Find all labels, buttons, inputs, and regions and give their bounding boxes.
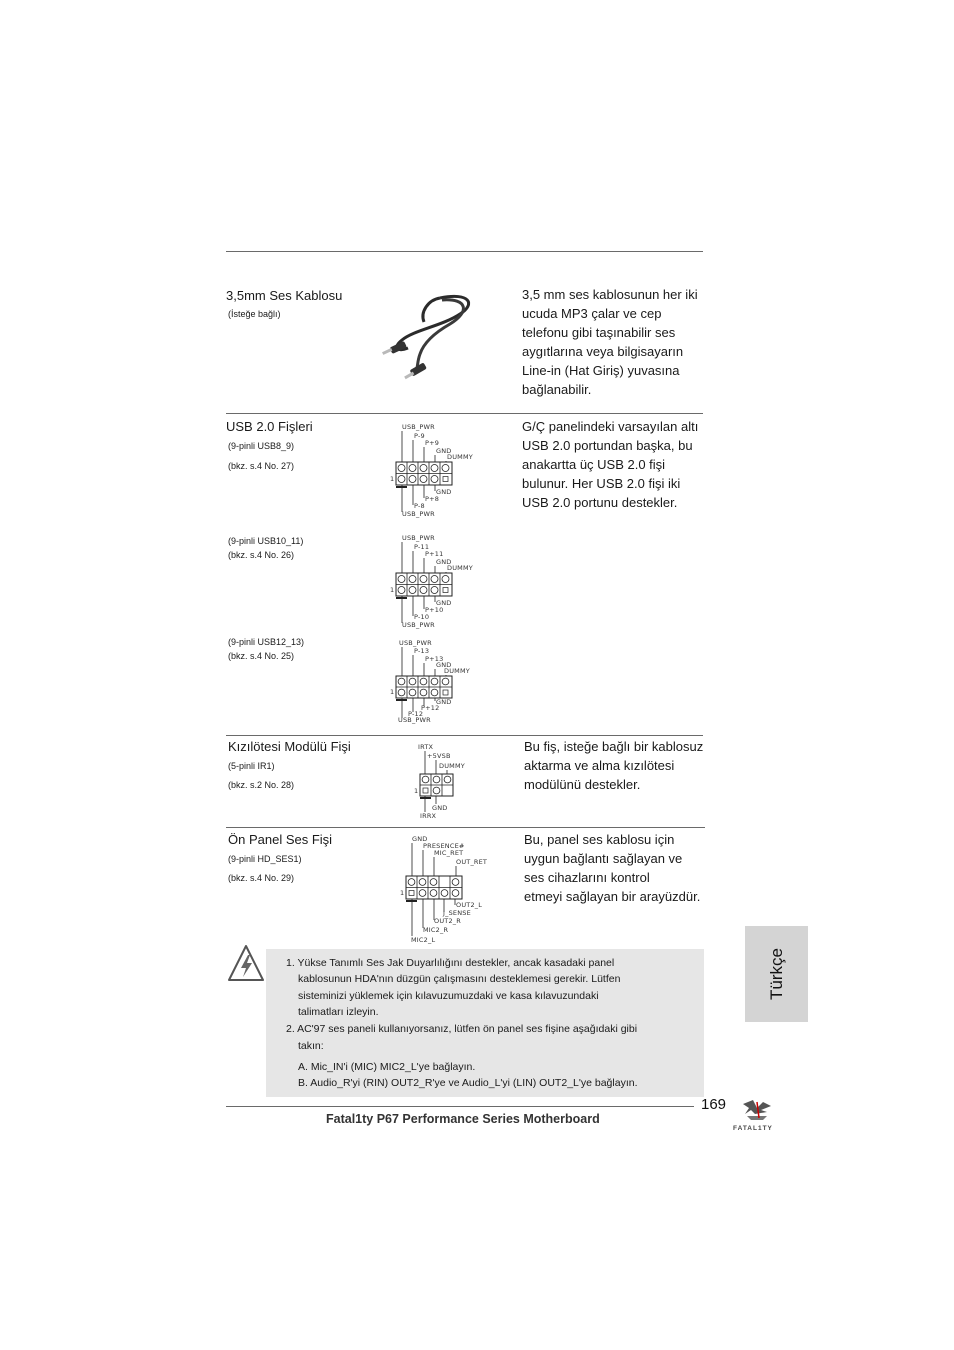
usb-header-diagram-2 [388, 531, 488, 631]
pin-label: USB_PWR [402, 621, 435, 629]
pin-label: P-12 [408, 710, 424, 718]
pin-label: OUT_RET [456, 858, 488, 866]
pin-label: MIC_RET [434, 849, 464, 857]
audio-panel-desc-2: uygun bağlantı sağlayan ve [524, 851, 683, 866]
audio-cable-image [380, 290, 480, 382]
audio-cable-desc-5: Line-in (Hat Giriş) yuvasına [522, 363, 680, 378]
usb-header1-pins: (9-pinli USB8_9) [228, 441, 295, 451]
note-line: talimatları izleyin. [298, 1006, 379, 1018]
language-tab-label: Türkçe [766, 948, 786, 1000]
pin-label: DUMMY [447, 564, 473, 572]
usb-title: USB 2.0 Fişleri [226, 419, 313, 434]
ir-pins: (5-pinli IR1) [228, 761, 275, 771]
usb-desc-2: USB 2.0 portundan başka, bu [522, 438, 693, 453]
top-rule [226, 251, 703, 252]
ir-desc-2: aktarma ve alma kızılötesi [524, 758, 675, 773]
warning-icon [226, 942, 266, 986]
note-line: B. Audio_R'yi (RIN) OUT2_R'ye ve Audio_L'yi (LIN) OUT2_L'ye bağlayın. [298, 1077, 638, 1089]
audio-cable-optional: (İsteğe bağlı) [228, 309, 281, 319]
note-line: A. Mic_IN'i (MIC) MIC2_L'ye bağlayın. [298, 1061, 476, 1073]
pin-label: GND [436, 599, 452, 607]
section-divider [226, 827, 705, 828]
hd-audio-header-diagram [398, 832, 498, 946]
pin-one-label: 1 [414, 787, 419, 795]
pin-one-label: 1 [390, 688, 395, 696]
pin-label: USB_PWR [399, 639, 432, 647]
note-line: sisteminizi yüklemek için kılavuzumuzdaki ve kasa kılavuzundaki [298, 990, 599, 1002]
audio-cable-title: 3,5mm Ses Kablosu [226, 288, 343, 303]
section-divider [226, 735, 703, 736]
pin-label: P+10 [425, 606, 444, 614]
pin-label: GND [436, 661, 452, 669]
audio-cable-desc-1: 3,5 mm ses kablosunun her iki [522, 287, 698, 302]
pin-label: P+9 [425, 439, 440, 447]
audio-panel-title: Ön Panel Ses Fişi [228, 832, 333, 847]
pin-label: P-8 [414, 502, 425, 510]
ir-desc-1: Bu fiş, isteğe bağlı bir kablosuz [524, 739, 704, 754]
pin-label: USB_PWR [402, 534, 435, 542]
pin-label: OUT2_L [456, 901, 483, 909]
page-number: 169 [701, 1096, 727, 1113]
section-divider [226, 413, 703, 414]
pin-label: IRRX [420, 812, 437, 820]
note-line: takın: [298, 1040, 324, 1052]
pin-label: IRTX [418, 743, 434, 751]
audio-panel-desc-1: Bu, panel ses kablosu için [524, 832, 675, 847]
pin-label: P+11 [425, 550, 444, 558]
ir-title: Kızılötesi Modülü Fişi [228, 739, 351, 754]
usb-desc-4: bulunur. Her USB 2.0 fişi iki [522, 476, 681, 491]
pin-label: +5VSB [427, 752, 451, 760]
usb-header1-ref: (bkz. s.4 No. 27) [228, 461, 295, 471]
usb-header3-ref: (bkz. s.4 No. 25) [228, 651, 295, 661]
pin-label: P+12 [421, 704, 440, 712]
ir-ref: (bkz. s.2 No. 28) [228, 780, 295, 790]
pin-one-label: 1 [400, 889, 405, 897]
note-box [266, 949, 704, 1097]
pin-label: P+8 [425, 495, 440, 503]
pin-label: P-10 [414, 613, 430, 621]
pin-label: MIC2_R [423, 926, 449, 934]
pin-one-label: 1 [390, 586, 395, 594]
audio-panel-desc-3: ses cihazlarını kontrol [524, 870, 650, 885]
footer-rule [226, 1106, 694, 1107]
note-line: 1. Yükse Tanımlı Ses Jak Duyarlılığını destekler, ancak kasadaki panel [286, 957, 615, 969]
pin-label: J_SENSE [443, 909, 471, 917]
pin-label: P-11 [414, 543, 430, 551]
pin-label: P-9 [414, 432, 425, 440]
pin-label: GND [432, 804, 448, 812]
fatal1ty-logo-text: FATAL1TY [733, 1125, 773, 1132]
pin-label: OUT2_R [434, 917, 461, 925]
pin-label: USB_PWR [402, 510, 435, 518]
audio-panel-ref: (bkz. s.4 No. 29) [228, 873, 295, 883]
pin-label: GND [436, 488, 452, 496]
audio-cable-desc-4: aygıtlarına veya bilgisayarın [522, 344, 684, 359]
usb-header3-pins: (9-pinli USB12_13) [228, 637, 305, 647]
audio-panel-desc-4: etmeyi sağlayan bir arayüzdür. [524, 889, 701, 904]
audio-panel-pins: (9-pinli HD_SES1) [228, 854, 302, 864]
pin-label: USB_PWR [398, 716, 431, 724]
pin-label: DUMMY [439, 762, 465, 770]
pin-label: GND [412, 835, 428, 843]
ir-desc-3: modülünü destekler. [524, 777, 641, 792]
audio-cable-desc-2: ucuda MP3 çalar ve cep [522, 306, 662, 321]
pin-label: USB_PWR [402, 423, 435, 431]
pin-label: PRESENCE# [423, 842, 465, 850]
language-tab [745, 926, 808, 1022]
usb-header-diagram-3 [388, 636, 488, 728]
pin-label: P+13 [425, 655, 444, 663]
note-line: kablosunun HDA'nın düzgün çalışmasını desteklemesi gerekir. Lütfen [298, 973, 621, 985]
pin-label: GND [436, 558, 452, 566]
usb-desc-5: USB 2.0 portunu destekler. [522, 495, 678, 510]
pin-one-label: 1 [390, 475, 395, 483]
usb-header2-pins: (9-pinli USB10_11) [228, 536, 304, 546]
audio-cable-desc-3: telefonu gibi taşınabilir ses [522, 325, 676, 340]
usb-header-diagram-1 [388, 420, 488, 520]
pin-label: DUMMY [447, 453, 473, 461]
pin-label: MIC2_L [411, 936, 436, 944]
pin-label: DUMMY [444, 667, 470, 675]
usb-desc-3: anakartta üç USB 2.0 fişi [522, 457, 666, 472]
pin-label: GND [436, 447, 452, 455]
audio-cable-desc-6: bağlanabilir. [522, 382, 592, 397]
pin-label: GND [436, 698, 452, 706]
ir-header-diagram [410, 740, 480, 822]
pin-label: P-13 [414, 647, 430, 655]
usb-desc-1: G/Ç panelindeki varsayılan altı [522, 419, 699, 434]
note-line: 2. AC'97 ses paneli kullanıyorsanız, lütfen ön panel ses fişine aşağıdaki gibi [286, 1023, 638, 1035]
product-name: Fatal1ty P67 Performance Series Motherboard [326, 1112, 600, 1126]
usb-header2-ref: (bkz. s.4 No. 26) [228, 550, 295, 560]
